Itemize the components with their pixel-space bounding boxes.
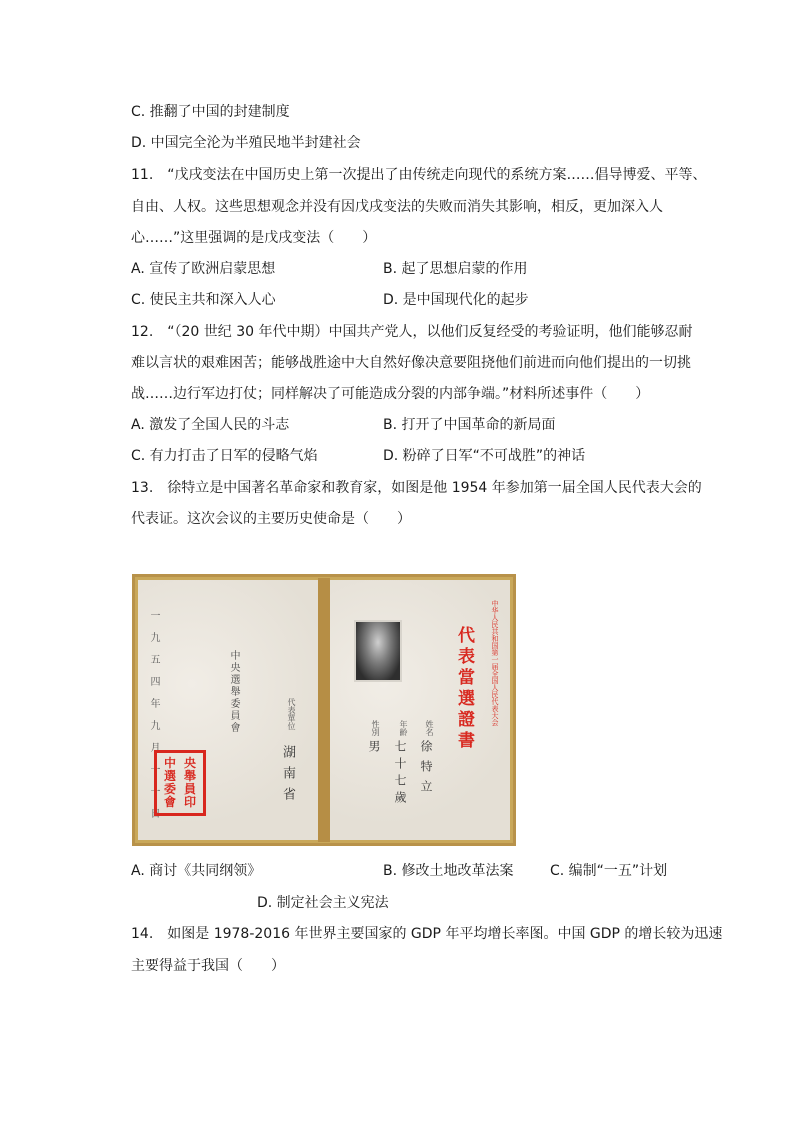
certificate-spine: [318, 578, 330, 842]
seal-char: 委: [163, 782, 176, 796]
certificate-age-value: 七十七歲: [393, 740, 407, 808]
certificate-name-label: 姓名: [425, 720, 434, 736]
seal-char: 會: [163, 795, 176, 809]
q11-stem-1: 11. “戊戌变法在中国历史上第一次提出了由传统走向现代的系统方案……倡导博爱、平等、: [131, 167, 707, 183]
certificate-sex-value: 男: [367, 740, 381, 752]
seal-char: 中: [163, 756, 176, 770]
certificate-red-seal: [154, 750, 206, 816]
q11-option-a: A. 宣传了欧洲启蒙思想: [131, 261, 276, 277]
q13-option-a: A. 商讨《共同纲领》: [131, 863, 262, 879]
certificate-left-page: [138, 580, 318, 840]
q12-option-d: D. 粉碎了日军“不可战胜”的神话: [383, 448, 586, 464]
certificate-date: 一九五四年九月一一日: [148, 610, 159, 830]
seal-char: 員: [183, 782, 196, 796]
seal-char: 舉: [183, 769, 196, 783]
line-option-c-prev: C. 推翻了中国的封建制度: [131, 104, 290, 120]
q13-option-c: C. 编制“一五”计划: [550, 863, 668, 879]
q14-stem-2: 主要得益于我国（ ）: [131, 958, 285, 974]
q13-stem-2: 代表证。这次会议的主要历史使命是（ ）: [131, 511, 411, 527]
q11-option-c: C. 使民主共和深入人心: [131, 292, 276, 308]
q13-stem-1: 13. 徐特立是中国著名革命家和教育家，如图是他 1954 年参加第一届全国人民代表大会的: [131, 480, 702, 496]
certificate-right-page: [330, 580, 510, 840]
q13-option-b: B. 修改土地改革法案: [383, 863, 514, 879]
delegate-certificate-photo: [132, 574, 516, 846]
q11-stem-3: 心……”这里强调的是戊戌变法（ ）: [131, 230, 377, 246]
q12-stem-1: 12. “（20 世纪 30 年代中期）中国共产党人，以他们反复经受的考验证明，他们能够忍耐: [131, 324, 693, 340]
q13-option-d: D. 制定社会主义宪法: [257, 895, 389, 911]
q11-option-d: D. 是中国现代化的起步: [383, 292, 529, 308]
q12-stem-2: 难以言状的艰难困苦；能够战胜途中大自然好像决意要阻挠他们前进而向他们提出的一切挑: [131, 355, 691, 371]
line-option-d-prev: D. 中国完全沦为半殖民地半封建社会: [131, 135, 361, 151]
seal-char: 央: [183, 756, 196, 770]
q14-stem-1: 14. 如图是 1978-2016 年世界主要国家的 GDP 年平均增长率图。中国 GDP 的增长较为迅速: [131, 926, 723, 942]
certificate-header: 中华人民共和国第一届全国人民代表大会: [491, 600, 499, 726]
seal-char: 印: [183, 795, 196, 809]
certificate-issuer: 中央選舉委員會: [228, 650, 239, 734]
q12-stem-3: 战……边行军边打仗；同样解决了可能造成分裂的内部争端。”材料所述事件（ ）: [131, 386, 650, 402]
certificate-unit-label: 代表單位: [287, 698, 296, 730]
certificate-title: 代表當選證書: [454, 626, 474, 752]
certificate-unit-value: 湖南省: [280, 745, 295, 808]
seal-char: 選: [163, 769, 176, 783]
delegate-portrait: [354, 620, 402, 682]
q11-option-b: B. 起了思想启蒙的作用: [383, 261, 528, 277]
certificate-sex-label: 性別: [371, 720, 380, 736]
q12-option-b: B. 打开了中国革命的新局面: [383, 417, 556, 433]
certificate-age-label: 年齡: [399, 720, 408, 736]
certificate-name-value: 徐特立: [419, 740, 433, 800]
q12-option-a: A. 激发了全国人民的斗志: [131, 417, 290, 433]
q12-option-c: C. 有力打击了日军的侵略气焰: [131, 448, 318, 464]
q11-stem-2: 自由、人权。这些思想观念并没有因戊戌变法的失败而消失其影响，相反，更加深入人: [131, 199, 663, 215]
